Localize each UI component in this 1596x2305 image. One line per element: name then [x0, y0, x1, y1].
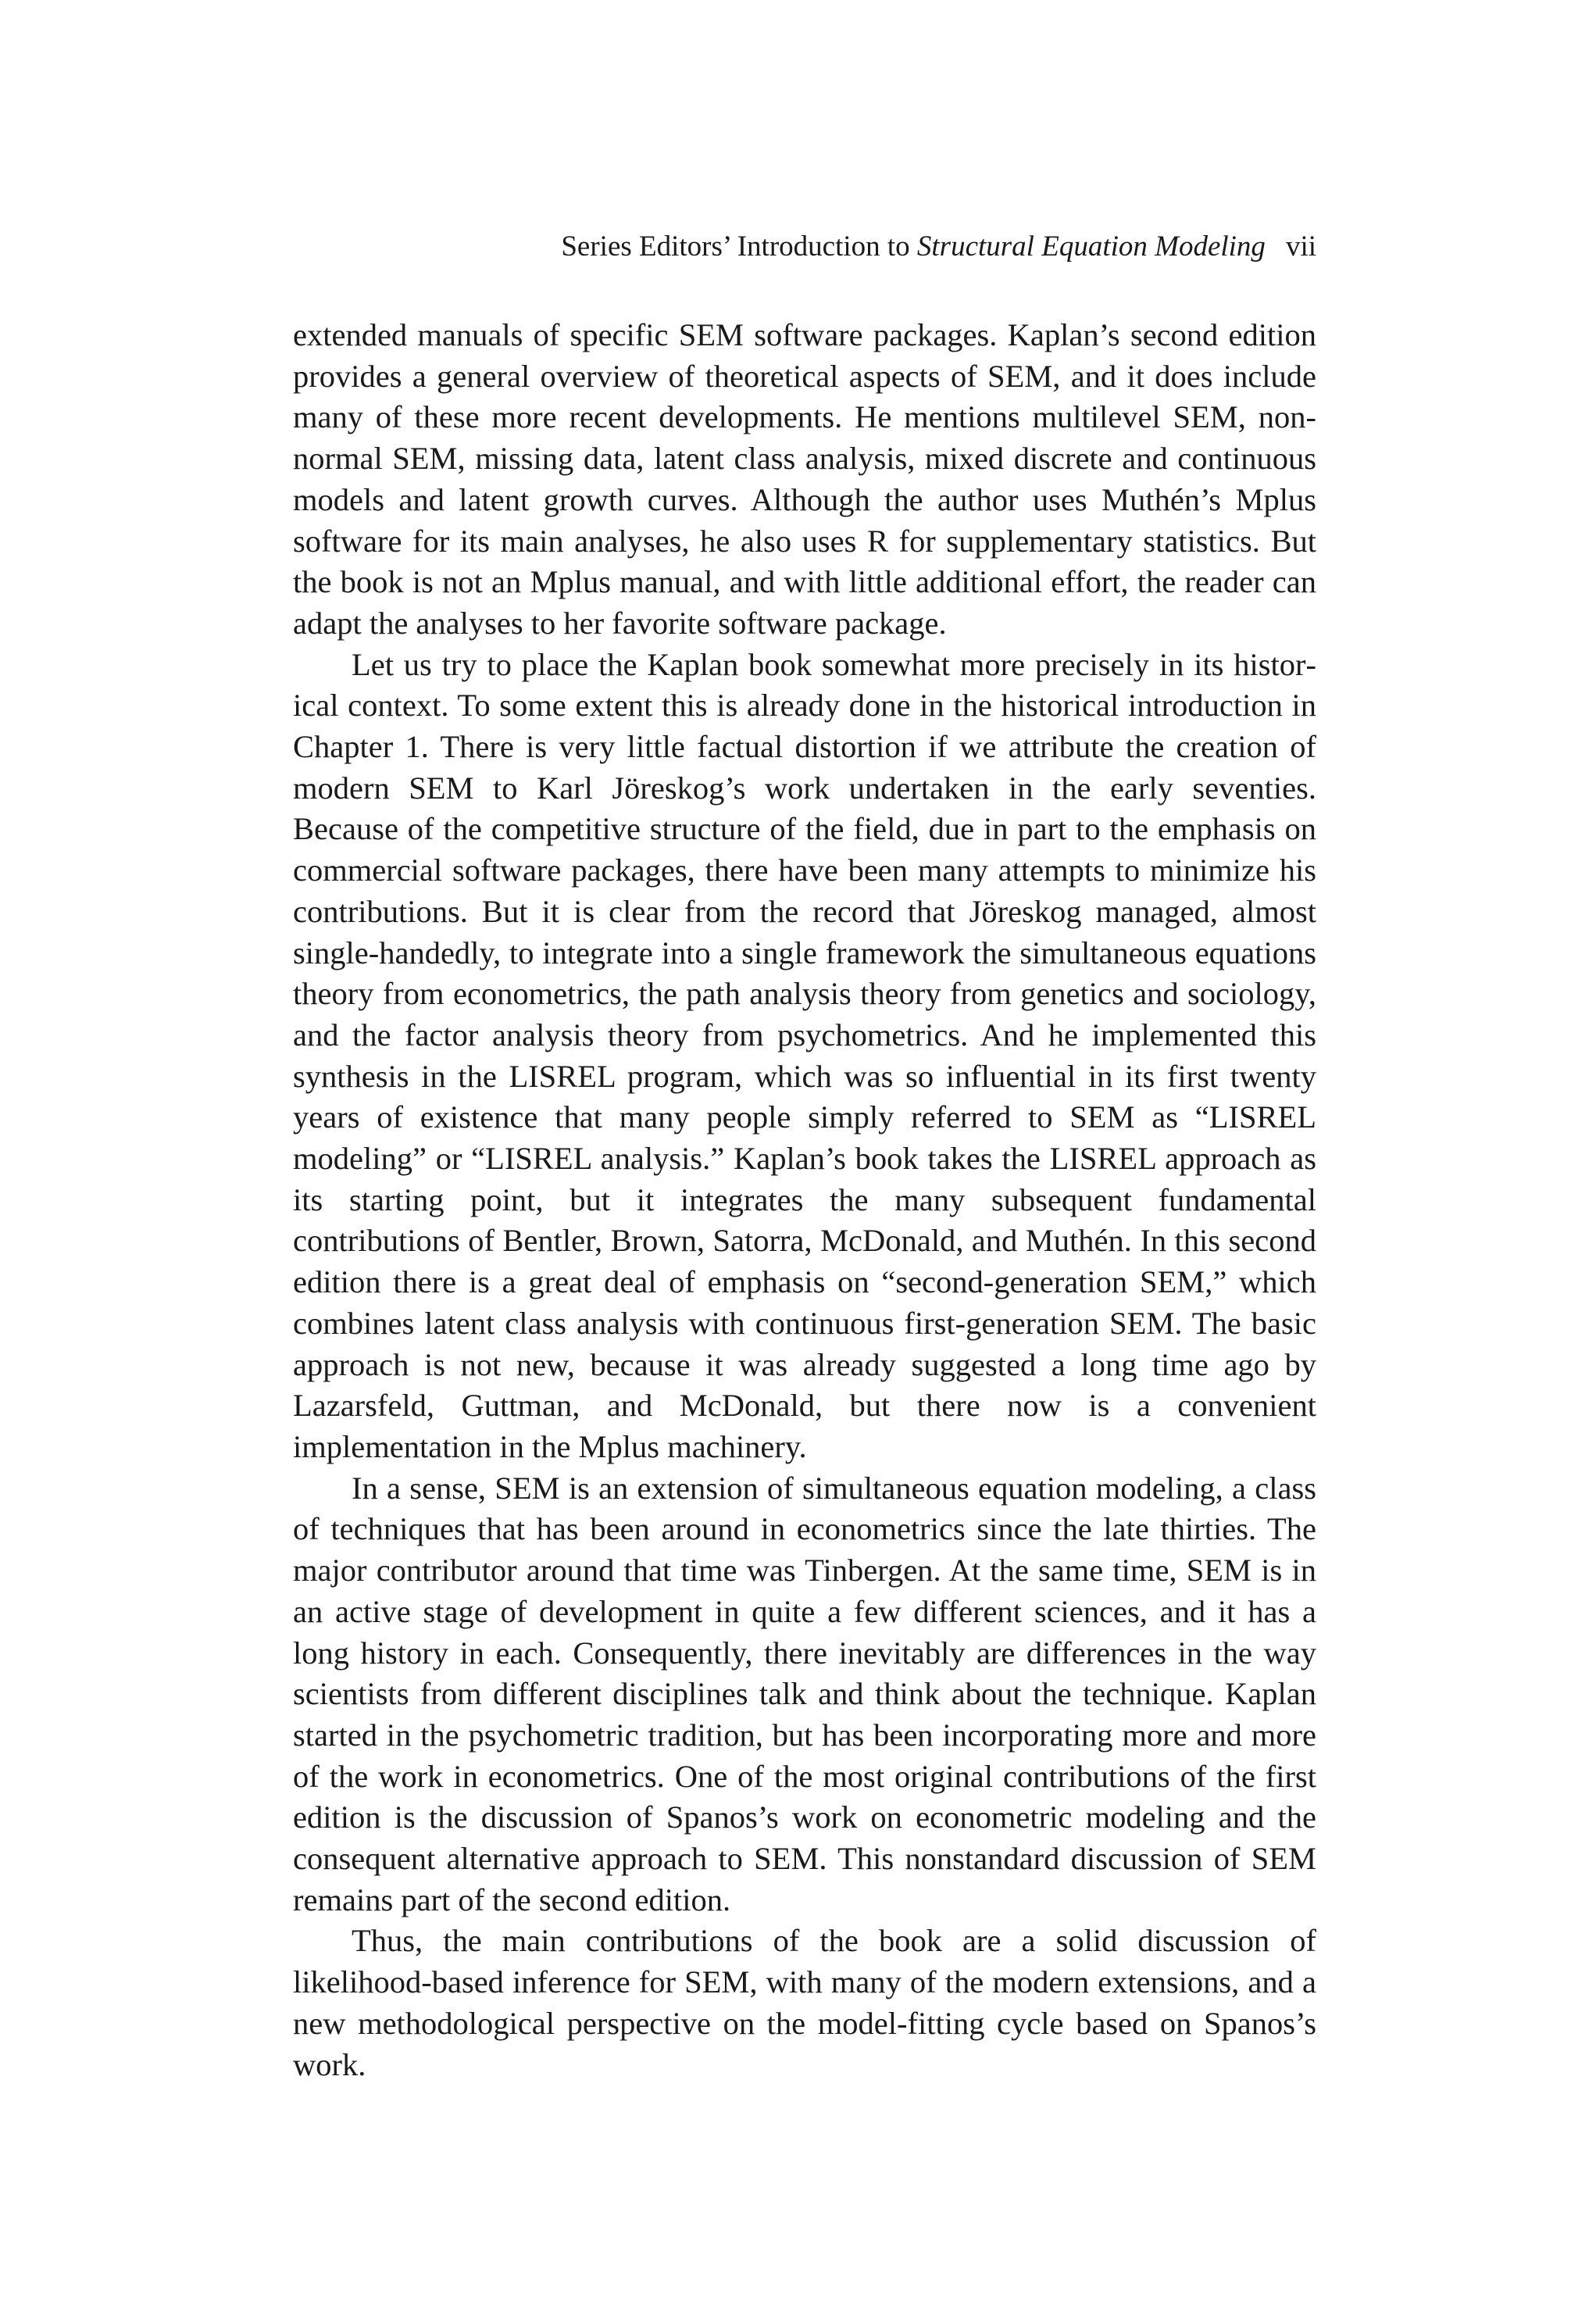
running-head-book-title: Structural Equation Modeling	[916, 230, 1266, 263]
paragraph-4: Thus, the main contributions of the book are a solid discussion of likelihood-based inference for SEM, with many of the modern extensions, and a new methodological perspective on the model-fitting cycle based on Spanos’s work.	[293, 1923, 1316, 2082]
paragraph-3: In a sense, SEM is an extension of simultaneous equation modeling, a class of techniques that has been around in econometrics since the late thirties. The major contributor around that time was Tinbergen. At the same time, SEM is in an active stage of development in quite a few different sciences, and it has a long history in each. Consequently, there inevitably are differences in the way scientists from different disciplines talk and think about the technique. Kaplan started in the psychometric tradition, but has been incorporating more and more of the work in econometrics. One of the most original contributions of the first edition is the discussion of Spanos’s work on econometric modeling and the consequent alternative approach to SEM. This nonstandard discussion of SEM remains part of the second edition.	[293, 1470, 1316, 1917]
running-head-prefix: Series Editors’ Introduction to	[561, 230, 917, 263]
body-text	[293, 315, 1316, 2085]
page-number: vii	[1285, 230, 1316, 263]
paragraph-1: extended manuals of specific SEM software packages. Kaplan’s second edition provides a general overview of theoretical aspects of SEM, and it does include many of these more recent developments. He mentions multilevel SEM, nonnormal SEM, missing data, latent class analysis, mixed discrete and continuous models and latent growth curves. Although the author uses Muthén’s Mplus software for its main analyses, he also uses R for supplementary statistics. But the book is not an Mplus manual, and with little additional effort, the reader can adapt the analyses to her favorite software package.	[293, 317, 1316, 641]
paragraph-2: Let us try to place the Kaplan book somewhat more precisely in its historical context. To some extent this is already done in the historical introduction in Chapter 1. There is very little factual distortion if we attribute the creation of modern SEM to Karl Jöreskog’s work undertaken in the early seventies. Because of the competitive structure of the field, due in part to the emphasis on commercial software packages, there have been many attempts to minimize his contributions. But it is clear from the record that Jöreskog managed, almost single-handedly, to integrate into a single framework the simultaneous equations theory from econometrics, the path analysis theory from genetics and sociology, and the factor analysis theory from psychometrics. And he implemented this synthesis in the LISREL program, which was so influential in its first twenty years of existence that many people simply referred to SEM as “LISREL modeling” or “LISREL analysis.” Kaplan’s book takes the LISREL approach as its starting point, but it integrates the many subsequent fundamental contributions of Bentler, Brown, Satorra, McDonald, and Muthén. In this second edition there is a great deal of emphasis on “second-generation SEM,” which combines latent class analysis with continuous first-generation SEM. The basic approach is not new, because it was already suggested a long time ago by Lazarsfeld, Guttman, and McDonald, but there now is a convenient implementation in the Mplus machinery.	[293, 646, 1316, 1464]
running-head	[293, 227, 1316, 267]
